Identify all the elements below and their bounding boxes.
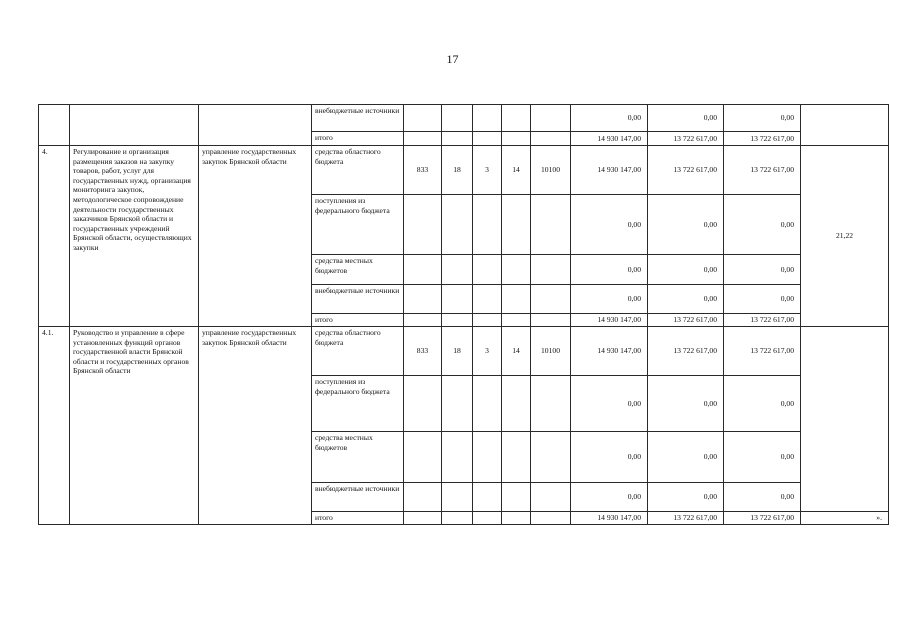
- value-text: 14 930 147,00: [597, 165, 641, 175]
- value-cell: [723, 375, 801, 432]
- value-text: 0,00: [703, 398, 717, 408]
- table-cell: [530, 313, 571, 327]
- table-cell: [472, 375, 502, 432]
- table-cell: [501, 104, 531, 132]
- value-cell: [723, 254, 801, 285]
- value-text: 0,00: [703, 452, 717, 462]
- value-cell: [723, 145, 801, 195]
- closing-quote: ».: [876, 513, 882, 523]
- table-cell: [530, 511, 571, 525]
- closing-cell: [800, 511, 889, 525]
- table-cell: [530, 254, 571, 285]
- code-cell: [501, 326, 531, 376]
- table-cell: [800, 104, 889, 146]
- value-cell: [647, 194, 724, 255]
- code-text: 3: [485, 165, 489, 175]
- table-cell: [501, 194, 531, 255]
- value-text: 13 722 617,00: [673, 133, 717, 143]
- code-text: 3: [485, 346, 489, 356]
- value-cell: [570, 482, 648, 512]
- table-cell: [800, 326, 889, 512]
- value-text: 0,00: [780, 398, 794, 408]
- value-text: 0,00: [627, 264, 641, 274]
- table-cell: [403, 131, 442, 146]
- source-cell: средства местных бюджетов: [311, 431, 404, 483]
- value-cell: [647, 375, 724, 432]
- value-cell: [723, 431, 801, 483]
- item-executor: управление государственных закупок Брянской области: [198, 326, 312, 525]
- table-cell: [441, 431, 473, 483]
- value-text: 0,00: [627, 492, 641, 502]
- table-cell: [501, 375, 531, 432]
- value-cell: [647, 284, 724, 314]
- value-cell: [570, 284, 648, 314]
- code-cell: [441, 145, 473, 195]
- table-cell: [472, 254, 502, 285]
- value-text: 0,00: [780, 294, 794, 304]
- table-cell: [403, 313, 442, 327]
- value-cell: [570, 194, 648, 255]
- value-text: 13 722 617,00: [673, 513, 717, 523]
- value-text: 13 722 617,00: [750, 315, 794, 325]
- value-cell: [570, 511, 648, 525]
- value-cell: [647, 104, 724, 132]
- source-cell: средства областного бюджета: [311, 326, 404, 376]
- table-cell: [472, 194, 502, 255]
- table-cell: [441, 511, 473, 525]
- table-cell: [472, 313, 502, 327]
- share-cell: [800, 145, 889, 327]
- value-cell: [647, 511, 724, 525]
- table-cell: [530, 482, 571, 512]
- table-cell: [501, 254, 531, 285]
- code-text: 18: [453, 346, 461, 356]
- table-cell: [501, 284, 531, 314]
- value-cell: [570, 254, 648, 285]
- value-text: 14 930 147,00: [597, 346, 641, 356]
- value-cell: [570, 104, 648, 132]
- code-cell: [441, 326, 473, 376]
- value-cell: [570, 431, 648, 483]
- code-cell: [501, 145, 531, 195]
- table-cell: [530, 104, 571, 132]
- value-text: 0,00: [627, 452, 641, 462]
- value-text: 0,00: [627, 113, 641, 123]
- value-cell: [647, 131, 724, 146]
- table-cell: [441, 284, 473, 314]
- table-cell: [501, 482, 531, 512]
- value-cell: [647, 145, 724, 195]
- value-cell: [570, 326, 648, 376]
- code-text: 10100: [541, 165, 560, 175]
- table-cell: [530, 284, 571, 314]
- value-text: 13 722 617,00: [750, 133, 794, 143]
- table-cell: [501, 511, 531, 525]
- source-cell: средства областного бюджета: [311, 145, 404, 195]
- value-text: 13 722 617,00: [673, 165, 717, 175]
- table-cell: [530, 375, 571, 432]
- item-name: Руководство и управление в сфере установленных функций органов государственной власти Брянской области и государственных органов Брянской области: [69, 326, 199, 525]
- table-cell: [403, 511, 442, 525]
- table-cell: [530, 431, 571, 483]
- value-text: 13 722 617,00: [750, 513, 794, 523]
- table-cell: [501, 131, 531, 146]
- value-text: 14 930 147,00: [597, 513, 641, 523]
- code-cell: [472, 326, 502, 376]
- table-cell: [69, 104, 199, 146]
- item-executor: управление государственных закупок Брянской области: [198, 145, 312, 327]
- code-text: 833: [416, 165, 429, 175]
- table-cell: [441, 482, 473, 512]
- value-cell: [647, 482, 724, 512]
- table-cell: [472, 131, 502, 146]
- source-cell: итого: [311, 313, 404, 327]
- table-cell: [501, 313, 531, 327]
- table-cell: [198, 104, 312, 146]
- value-cell: [723, 284, 801, 314]
- value-text: 13 722 617,00: [673, 346, 717, 356]
- table-cell: [403, 431, 442, 483]
- share-text: 21,22: [835, 231, 854, 241]
- value-text: 13 722 617,00: [750, 346, 794, 356]
- source-cell: средства местных бюджетов: [311, 254, 404, 285]
- value-text: 0,00: [703, 219, 717, 229]
- source-cell: поступления из федерального бюджета: [311, 194, 404, 255]
- table-cell: [441, 104, 473, 132]
- code-cell: [530, 145, 571, 195]
- value-text: 0,00: [627, 219, 641, 229]
- value-cell: [570, 145, 648, 195]
- value-cell: [647, 326, 724, 376]
- source-cell: итого: [311, 131, 404, 146]
- value-text: 14 930 147,00: [597, 133, 641, 143]
- table-cell: [441, 131, 473, 146]
- value-text: 0,00: [780, 452, 794, 462]
- code-text: 18: [453, 165, 461, 175]
- page-number: 17: [446, 52, 459, 66]
- value-text: 0,00: [780, 492, 794, 502]
- value-text: 0,00: [780, 219, 794, 229]
- table-cell: [472, 431, 502, 483]
- table-cell: [441, 375, 473, 432]
- value-cell: [647, 431, 724, 483]
- value-cell: [723, 511, 801, 525]
- value-cell: [570, 131, 648, 146]
- value-cell: [723, 131, 801, 146]
- table-cell: [403, 104, 442, 132]
- source-cell: внебюджетные источники: [311, 284, 404, 314]
- value-text: 0,00: [627, 398, 641, 408]
- table-cell: [38, 104, 70, 146]
- code-cell: [472, 145, 502, 195]
- table-cell: [441, 313, 473, 327]
- table-cell: [472, 482, 502, 512]
- value-cell: [647, 254, 724, 285]
- source-cell: внебюджетные источники: [311, 104, 404, 132]
- value-text: 0,00: [780, 113, 794, 123]
- code-text: 10100: [541, 346, 560, 356]
- table-cell: [472, 284, 502, 314]
- value-cell: [723, 313, 801, 327]
- table-cell: [403, 284, 442, 314]
- source-cell: внебюджетные источники: [311, 482, 404, 512]
- value-cell: [570, 375, 648, 432]
- value-text: 0,00: [703, 294, 717, 304]
- value-text: 13 722 617,00: [750, 165, 794, 175]
- value-cell: [723, 326, 801, 376]
- code-cell: [403, 326, 442, 376]
- value-text: 13 722 617,00: [673, 315, 717, 325]
- value-cell: [570, 313, 648, 327]
- code-text: 14: [512, 346, 520, 356]
- table-cell: [403, 194, 442, 255]
- table-cell: [530, 194, 571, 255]
- table-cell: [403, 482, 442, 512]
- table-cell: [501, 431, 531, 483]
- table-cell: [530, 131, 571, 146]
- value-cell: [723, 104, 801, 132]
- table-cell: [472, 511, 502, 525]
- value-text: 0,00: [703, 113, 717, 123]
- value-text: 0,00: [627, 294, 641, 304]
- source-cell: итого: [311, 511, 404, 525]
- value-text: 14 930 147,00: [597, 315, 641, 325]
- table-cell: [441, 254, 473, 285]
- value-cell: [647, 313, 724, 327]
- value-text: 0,00: [703, 492, 717, 502]
- table-cell: [403, 254, 442, 285]
- code-text: 833: [416, 346, 429, 356]
- value-cell: [723, 194, 801, 255]
- source-cell: поступления из федерального бюджета: [311, 375, 404, 432]
- table-cell: [472, 104, 502, 132]
- code-cell: [403, 145, 442, 195]
- value-text: 0,00: [703, 264, 717, 274]
- table-cell: [403, 375, 442, 432]
- value-cell: [723, 482, 801, 512]
- table-cell: [441, 194, 473, 255]
- code-text: 14: [512, 165, 520, 175]
- value-text: 0,00: [780, 264, 794, 274]
- code-cell: [530, 326, 571, 376]
- item-name: Регулирование и организация размещения заказов на закупку товаров, работ, услуг для государственных нужд, организация мониторинга закупок, методологическое сопровождение деятельности государственных заказчиков Брянской области и государственных учреждений Брянской области, осуществляющих закупки: [69, 145, 199, 327]
- item-number: 4.: [38, 145, 70, 327]
- item-number: 4.1.: [38, 326, 70, 525]
